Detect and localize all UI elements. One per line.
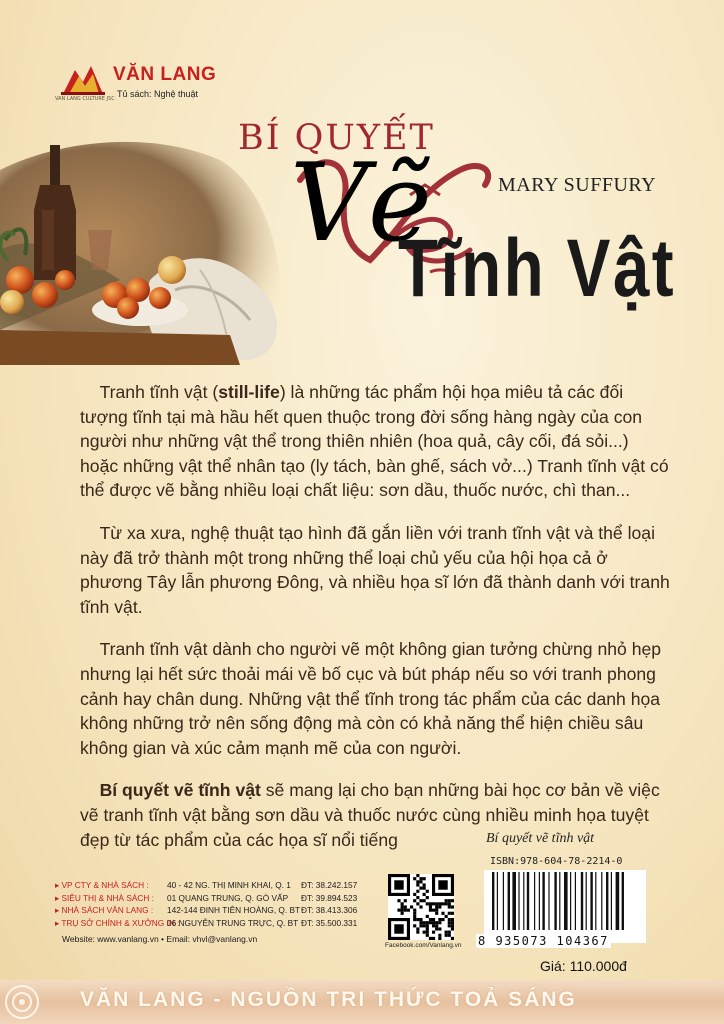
barcode-icon	[484, 870, 646, 943]
barcode-number: 8 935073 104367	[478, 934, 609, 948]
contact-label: ▸ NHÀ SÁCH VĂN LANG :	[55, 905, 154, 916]
slogan: VĂN LANG - NGUỒN TRI THỨC TOẢ SÁNG	[80, 988, 577, 1011]
p1-bold: still-life	[218, 382, 280, 402]
contact-label: ▸ SIÊU THỊ & NHÀ SÁCH :	[55, 892, 154, 903]
title-line-1: BÍ QUYẾT	[238, 118, 435, 158]
p3-text: Tranh tĩnh vật dành cho người vẽ một không gian tưởng chừng nhỏ hẹp nhưng lại hết sức thoải mái về bố cục và bút pháp nếu so với tranh phong cảnh hay chân dung. Những vật thể tĩnh trong tác phẩm của các danh họa không những trở nên sống động mà còn có khả năng thể hiện chiều sâu không gian và xúc cảm mạnh mẽ của con người.	[80, 639, 662, 758]
publisher-series: Tủ sách: Nghệ thuật	[117, 89, 199, 99]
contact-phone: ĐT: 38.242.157	[301, 880, 358, 890]
contact-label: ▸ VP CTY & NHÀ SÁCH :	[55, 880, 149, 890]
website-email: Website: www.vanlang.vn • Email: vhvl@vanlang.vn	[62, 934, 258, 944]
paragraph-1	[80, 380, 670, 503]
contact-row	[55, 918, 375, 931]
publisher-logo-caption: VAN LANG CULTURE JSC	[55, 96, 115, 102]
publisher-block	[55, 62, 225, 107]
contact-row	[55, 905, 375, 918]
price: Giá: 110.000đ	[540, 958, 627, 974]
contact-phone: ĐT: 39.894.523	[301, 892, 358, 903]
p4-bold: Bí quyết vẽ tĩnh vật	[99, 780, 261, 801]
contact-label: ▸ TRỤ SỞ CHÍNH & XƯỞNG IN :	[55, 917, 180, 928]
publisher-name: VĂN LANG	[113, 64, 217, 85]
contact-row	[55, 893, 375, 906]
contact-list	[55, 880, 375, 930]
p1-post: ) là những tác phẩm hội họa miêu tả các đối tượng tĩnh tại mà hầu hết quen thuộc trong đời sống hàng ngày của con người như những vật thể trong thiên nhiên (hoa quả, cây cối, đá sỏi...) hoặc những vật thể nhân tạo (ly tách, bàn ghế, sách vở...) Tranh tĩnh vật có thể được vẽ bằng nhiều loại chất liệu: sơn dầu, thuốc nước, chì than...	[80, 382, 669, 501]
still-life-painting	[0, 130, 290, 365]
qr-code-icon	[388, 874, 454, 940]
paragraph-3	[80, 637, 670, 760]
contact-address: 06 NGUYỄN TRUNG TRỰC, Q. BT	[167, 917, 299, 928]
title-line-2: Tĩnh Vật	[398, 223, 676, 314]
author-name: MARY SUFFURY	[498, 174, 657, 196]
paragraph-2	[80, 521, 670, 619]
book-name: Bí quyết vẽ tĩnh vật	[486, 831, 595, 846]
contact-row	[55, 880, 375, 893]
isbn: ISBN:978-604-78-2214-0	[490, 856, 623, 867]
qr-caption: Facebook.com/Vanlang.vn	[385, 942, 462, 949]
p4-post: sẽ mang lại cho bạn những bài học cơ bản về việc vẽ tranh tĩnh vật bằng sơn dầu và thuốc nước cùng nhiều minh họa tuyệt đẹp từ tác phẩm của các họa sĩ nổi tiếng	[80, 780, 660, 850]
contact-phone: ĐT: 38.413.306	[301, 905, 358, 916]
contact-address: 40 - 42 NG. THỊ MINH KHAI, Q. 1	[167, 880, 291, 890]
p2-text: Từ xa xưa, nghệ thuật tạo hình đã gắn liền với tranh tĩnh vật và thể loại này đã trở thành một trong những thể loại chủ yếu của hội họa cả ở phương Tây lẫn phương Đông, và nhiều họa sĩ lớn đã thành danh với tranh tĩnh vật.	[80, 522, 670, 617]
contact-address: 01 QUANG TRUNG, Q. GÒ VẤP	[167, 892, 289, 903]
p1-pre: Tranh tĩnh vật (	[99, 382, 219, 402]
description	[80, 380, 670, 870]
ornament-icon	[2, 982, 42, 1022]
contact-phone: ĐT: 35.500.331	[301, 917, 358, 928]
contact-address: 142-144 ĐINH TIÊN HOÀNG, Q. BT	[167, 905, 301, 916]
